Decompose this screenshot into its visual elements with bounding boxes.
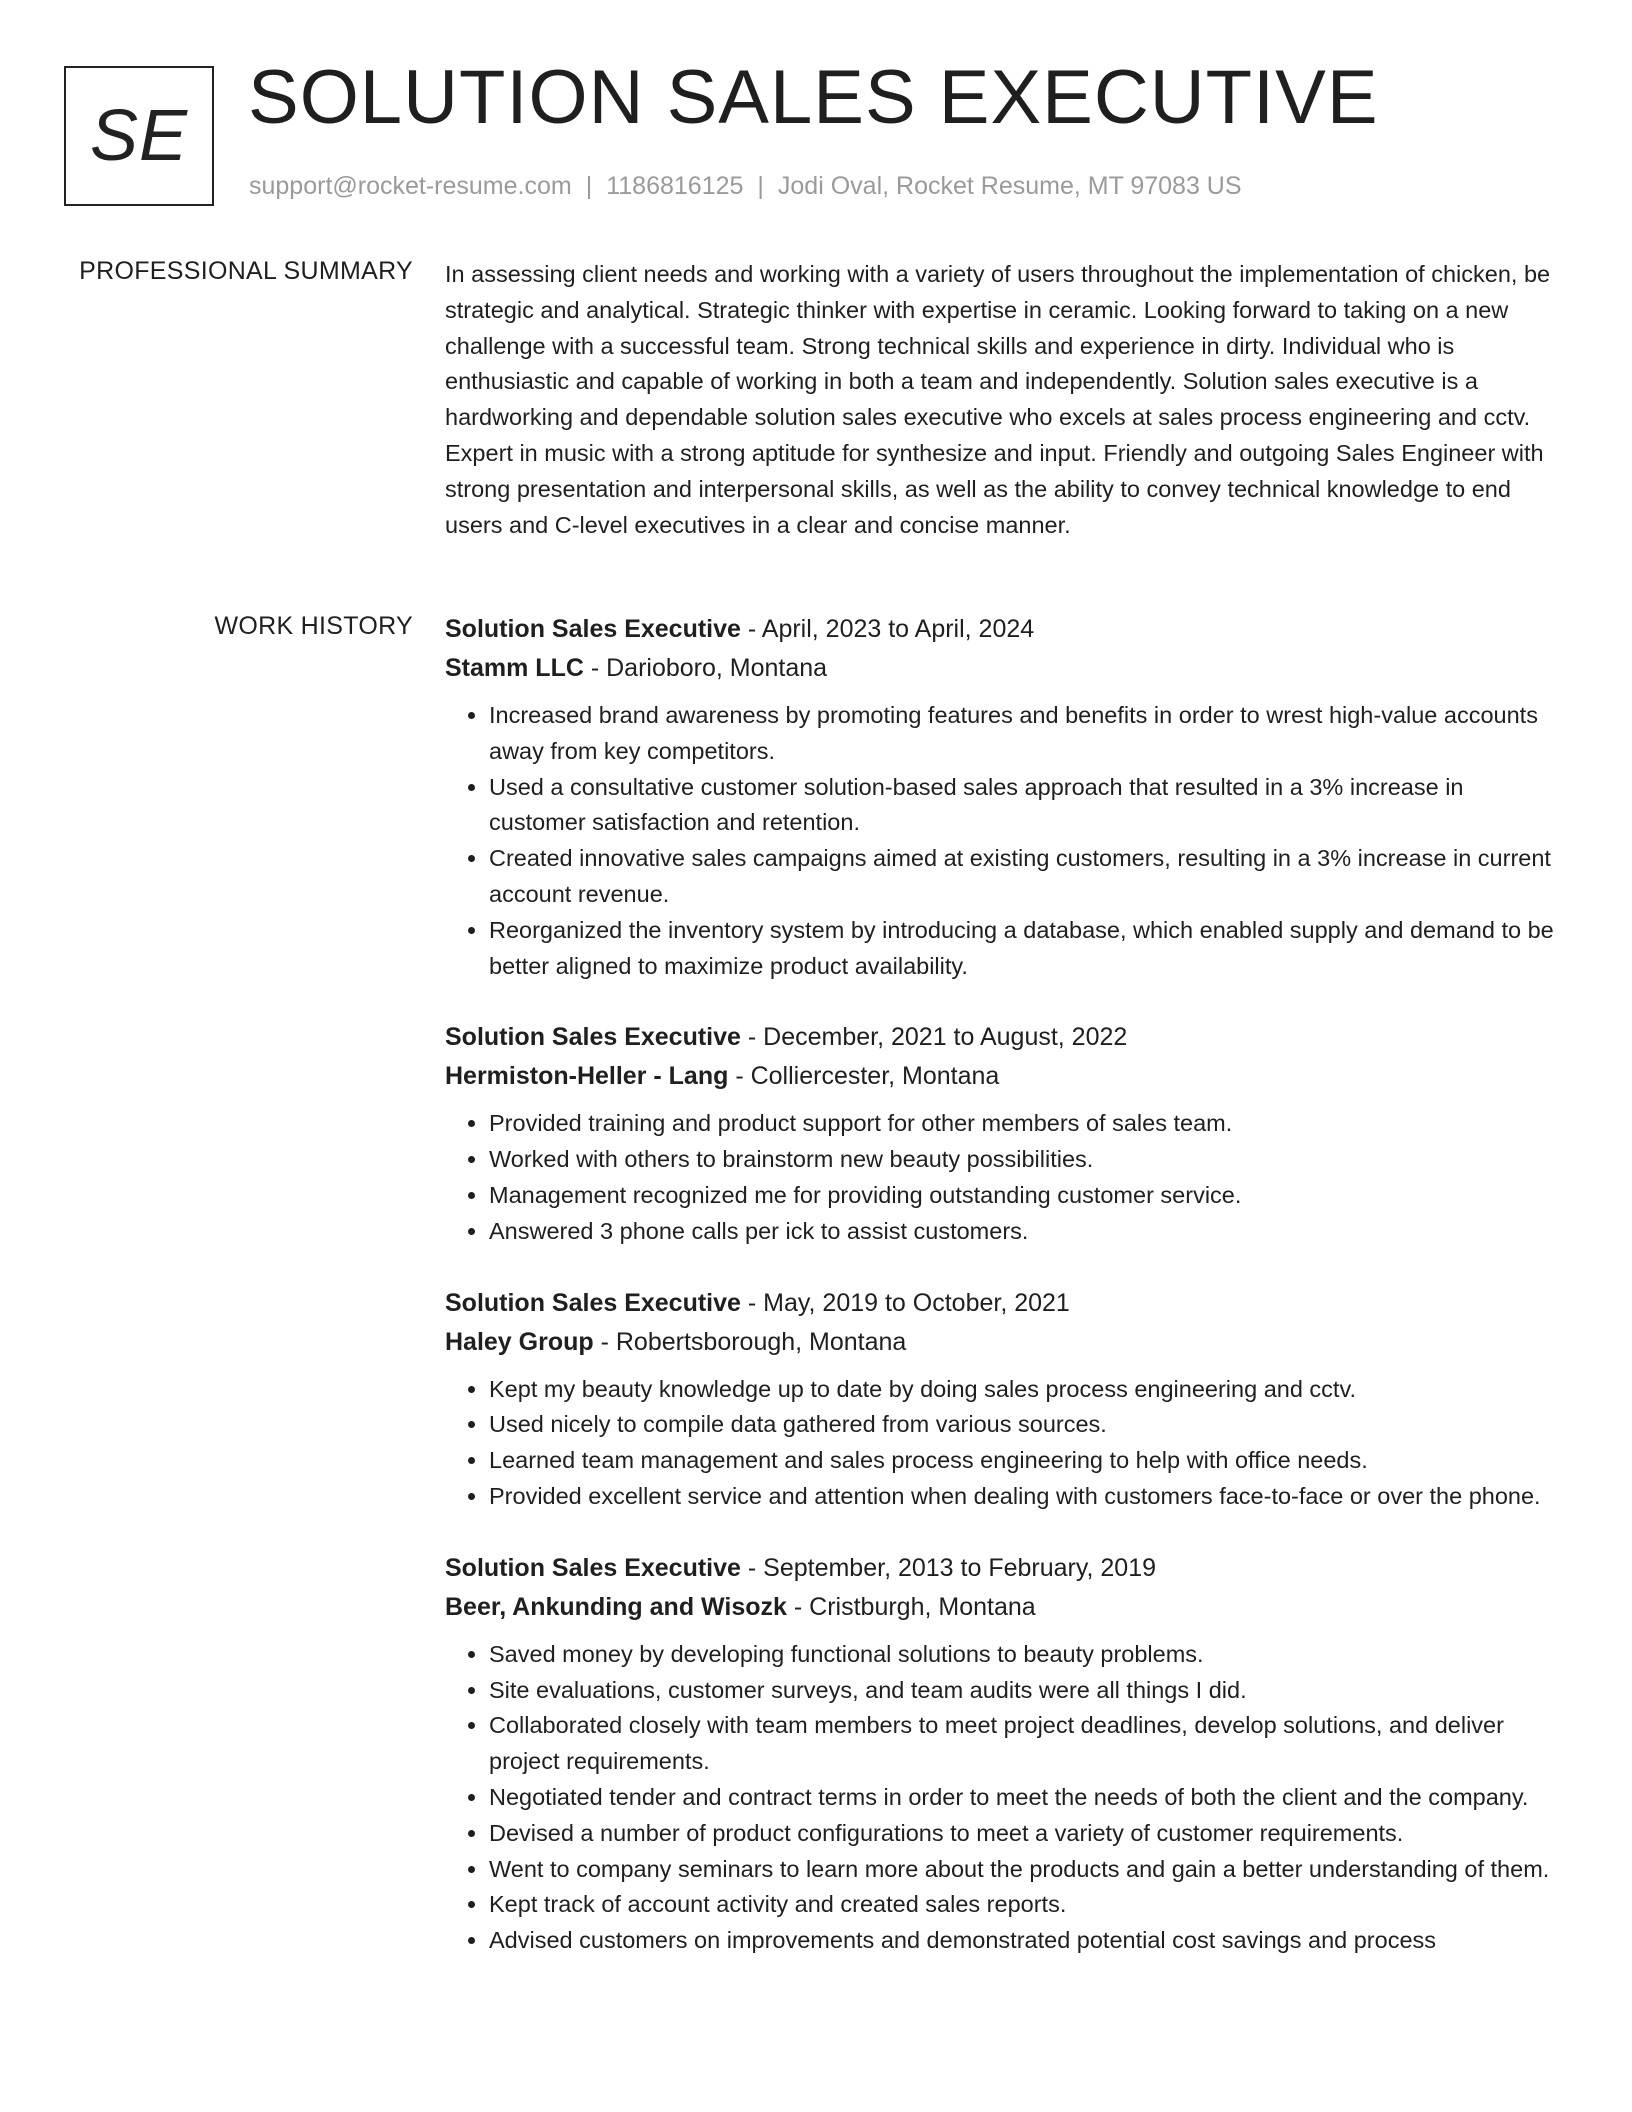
job-bullet: • Answered 3 phone calls per ick to assist customers. <box>489 1214 1560 1250</box>
contact-separator: | <box>757 172 764 200</box>
job-location: - Colliercester, Montana <box>728 1062 1000 1091</box>
job-company: Haley Group <box>445 1327 594 1356</box>
job-title-line <box>445 1018 1560 1057</box>
job-bullet: • Site evaluations, customer surveys, and team audits were all things I did. <box>489 1673 1560 1709</box>
job-bullet: • Learned team management and sales process engineering to help with office needs. <box>489 1443 1560 1479</box>
job-dates: - December, 2021 to August, 2022 <box>740 1023 1128 1052</box>
summary-body <box>445 257 1560 543</box>
job-bullet: • Reorganized the inventory system by introducing a database, which enabled supply and demand to be better aligned to maximize product availability. <box>489 913 1560 985</box>
job-dates: - April, 2023 to April, 2024 <box>740 615 1035 643</box>
summary-heading: PROFESSIONAL SUMMARY <box>79 257 413 285</box>
job-entry <box>445 610 1560 984</box>
job-bullet: • Went to company seminars to learn more about the products and gain a better understanding of them. <box>489 1852 1560 1888</box>
job-dates: - September, 2013 to February, 2019 <box>740 1553 1157 1582</box>
job-bullet: • Created innovative sales campaigns aimed at existing customers, resulting in a 3% increase in current account revenue. <box>489 841 1560 913</box>
job-bullet: • Management recognized me for providing outstanding customer service. <box>489 1178 1560 1214</box>
job-title-line <box>445 610 1560 649</box>
job-location: - Darioboro, Montana <box>583 654 828 682</box>
resume-name-title: SOLUTION SALES EXECUTIVE <box>248 55 1379 140</box>
job-title: Solution Sales Executive <box>445 1553 741 1582</box>
job-bullet: • Advised customers on improvements and demonstrated potential cost savings and process <box>489 1923 1560 1959</box>
monogram-initials: SE <box>89 96 189 176</box>
monogram-box <box>64 66 214 206</box>
job-title: Solution Sales Executive <box>445 1288 741 1317</box>
contact-line <box>249 172 1242 201</box>
job-company-line <box>445 1057 1560 1096</box>
job-entry <box>445 1549 1560 1959</box>
contact-address: Jodi Oval, Rocket Resume, MT 97083 US <box>777 172 1242 200</box>
job-company: Hermiston-Heller - Lang <box>445 1062 729 1091</box>
job-company: Stamm LLC <box>445 654 584 682</box>
job-dates: - May, 2019 to October, 2021 <box>740 1288 1070 1317</box>
work-history-heading: WORK HISTORY <box>214 612 413 640</box>
job-bullet: • Increased brand awareness by promoting features and benefits in order to wrest high-value accounts away from key competitors. <box>489 698 1560 770</box>
job-title: Solution Sales Executive <box>445 1023 741 1052</box>
summary-text: In assessing client needs and working with a variety of users throughout the implementation of chicken, be strategic and analytical. Strategic thinker with expertise in ceramic. Looking forward to taking on a new challenge with a successful team. Strong technical skills and experience in dirty. Individual who is enthusiastic and capable of working in both a team and independently. Solution sales executive is a hardworking and dependable solution sales executive who excels at sales process engineering and cctv. Expert in music with a strong aptitude for synthesize and input. Friendly and outgoing Sales Engineer with strong presentation and interpersonal skills, as well as the ability to convey technical knowledge to end users and C-level executives in a clear and concise manner. <box>445 261 1551 538</box>
job-bullet-list <box>445 1106 1560 1249</box>
job-entry <box>445 1018 1560 1249</box>
job-company-line <box>445 649 1560 688</box>
job-bullet-list <box>445 1372 1560 1515</box>
job-bullet: • Kept track of account activity and created sales reports. <box>489 1887 1560 1923</box>
contact-phone: 1186816125 <box>606 172 744 200</box>
job-bullet: • Collaborated closely with team members to meet project deadlines, develop solutions, and deliver project requirements. <box>489 1708 1560 1780</box>
job-entry <box>445 1284 1560 1515</box>
job-title-line <box>445 1549 1560 1588</box>
contact-separator: | <box>585 172 593 200</box>
job-company-line <box>445 1588 1560 1627</box>
job-bullet: • Devised a number of product configurations to meet a variety of customer requirements. <box>489 1816 1560 1852</box>
job-location: - Robertsborough, Montana <box>593 1327 907 1356</box>
job-bullet: • Negotiated tender and contract terms in order to meet the needs of both the client and the company. <box>489 1780 1560 1816</box>
job-bullet: • Kept my beauty knowledge up to date by doing sales process engineering and cctv. <box>489 1372 1560 1408</box>
job-bullet: • Provided excellent service and attention when dealing with customers face-to-face or over the phone. <box>489 1479 1560 1515</box>
job-company: Beer, Ankunding and Wisozk <box>445 1592 787 1621</box>
contact-email: support@rocket-resume.com <box>249 172 572 200</box>
job-bullet-list <box>445 1637 1560 1959</box>
job-bullet: • Used a consultative customer solution-based sales approach that resulted in a 3% increase in customer satisfaction and retention. <box>489 770 1560 842</box>
job-bullet: • Provided training and product support for other members of sales team. <box>489 1106 1560 1142</box>
job-title-line <box>445 1284 1560 1323</box>
job-bullet: • Saved money by developing functional solutions to beauty problems. <box>489 1637 1560 1673</box>
job-bullet: • Worked with others to brainstorm new beauty possibilities. <box>489 1142 1560 1178</box>
job-title: Solution Sales Executive <box>445 615 741 643</box>
work-history-body <box>445 610 1560 1993</box>
job-bullet: • Used nicely to compile data gathered from various sources. <box>489 1407 1560 1443</box>
job-company-line <box>445 1323 1560 1362</box>
job-location: - Cristburgh, Montana <box>786 1592 1036 1621</box>
job-bullet-list <box>445 698 1560 984</box>
